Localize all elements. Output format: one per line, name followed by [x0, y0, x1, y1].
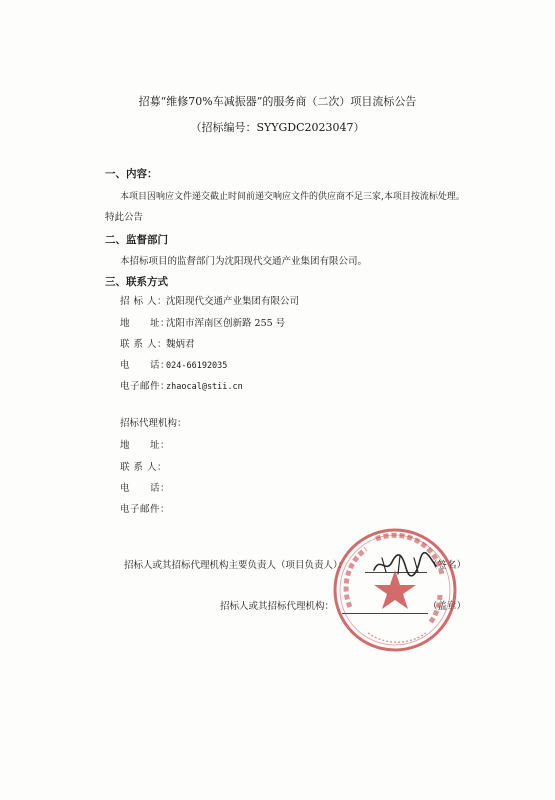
section-3-heading: 三、联系方式 [105, 276, 168, 288]
tenderer-name-label: 招 标 人： [120, 296, 168, 307]
tenderer-name-value: 沈阳现代交通产业集团有限公司 [166, 296, 300, 307]
section-1-note: 特此公告 [105, 212, 144, 223]
signature-line-1: 招标人或其招标代理机构主要负责人（项目负责人）： [124, 560, 348, 571]
signature-line-2-end: （盖章） [428, 601, 467, 612]
tenderer-email-value[interactable]: zhaocal@stii.cn [166, 382, 243, 392]
tenderer-address-value: 沈阳市浑南区创新路 255 号 [166, 318, 286, 329]
tenderer-contact-value: 魏炳君 [166, 339, 195, 350]
agent-email-label: 电子邮件： [120, 504, 171, 515]
agent-address-label: 地 址： [120, 440, 171, 451]
section-2-body: 本招标项目的监督部门为沈阳现代交通产业集团有限公司。 [120, 256, 368, 267]
tenderer-address-label: 地 址： [120, 318, 171, 329]
tenderer-contact-label: 联 系 人： [120, 339, 168, 350]
agent-contact-label: 联 系 人： [120, 462, 168, 473]
signature-line-2: 招标人或其招标代理机构： [220, 601, 335, 612]
tenderer-email-label: 电子邮件： [120, 381, 171, 392]
tenderer-phone-value: 024-66192035 [166, 361, 228, 371]
tenderer-phone-label: 电 话： [120, 360, 171, 371]
document-subtitle: （招标编号：SYYGDC2023047） [190, 121, 365, 134]
agent-phone-label: 电 话： [120, 483, 171, 494]
section-1-body: 本项目因响应文件递交截止时间前递交响应文件的供应商不足三家,本项目按流标处理。 [120, 192, 465, 202]
agent-title: 招标代理机构： [120, 418, 187, 429]
section-2-heading: 二、监督部门 [105, 234, 168, 246]
signature-line-1-end: （签名） [428, 560, 467, 571]
section-1-heading: 一、内容： [105, 168, 158, 180]
document-title: 招募“维修70%车减振器”的服务商（二次）项目流标公告 [138, 95, 417, 108]
official-seal-icon [330, 525, 460, 655]
